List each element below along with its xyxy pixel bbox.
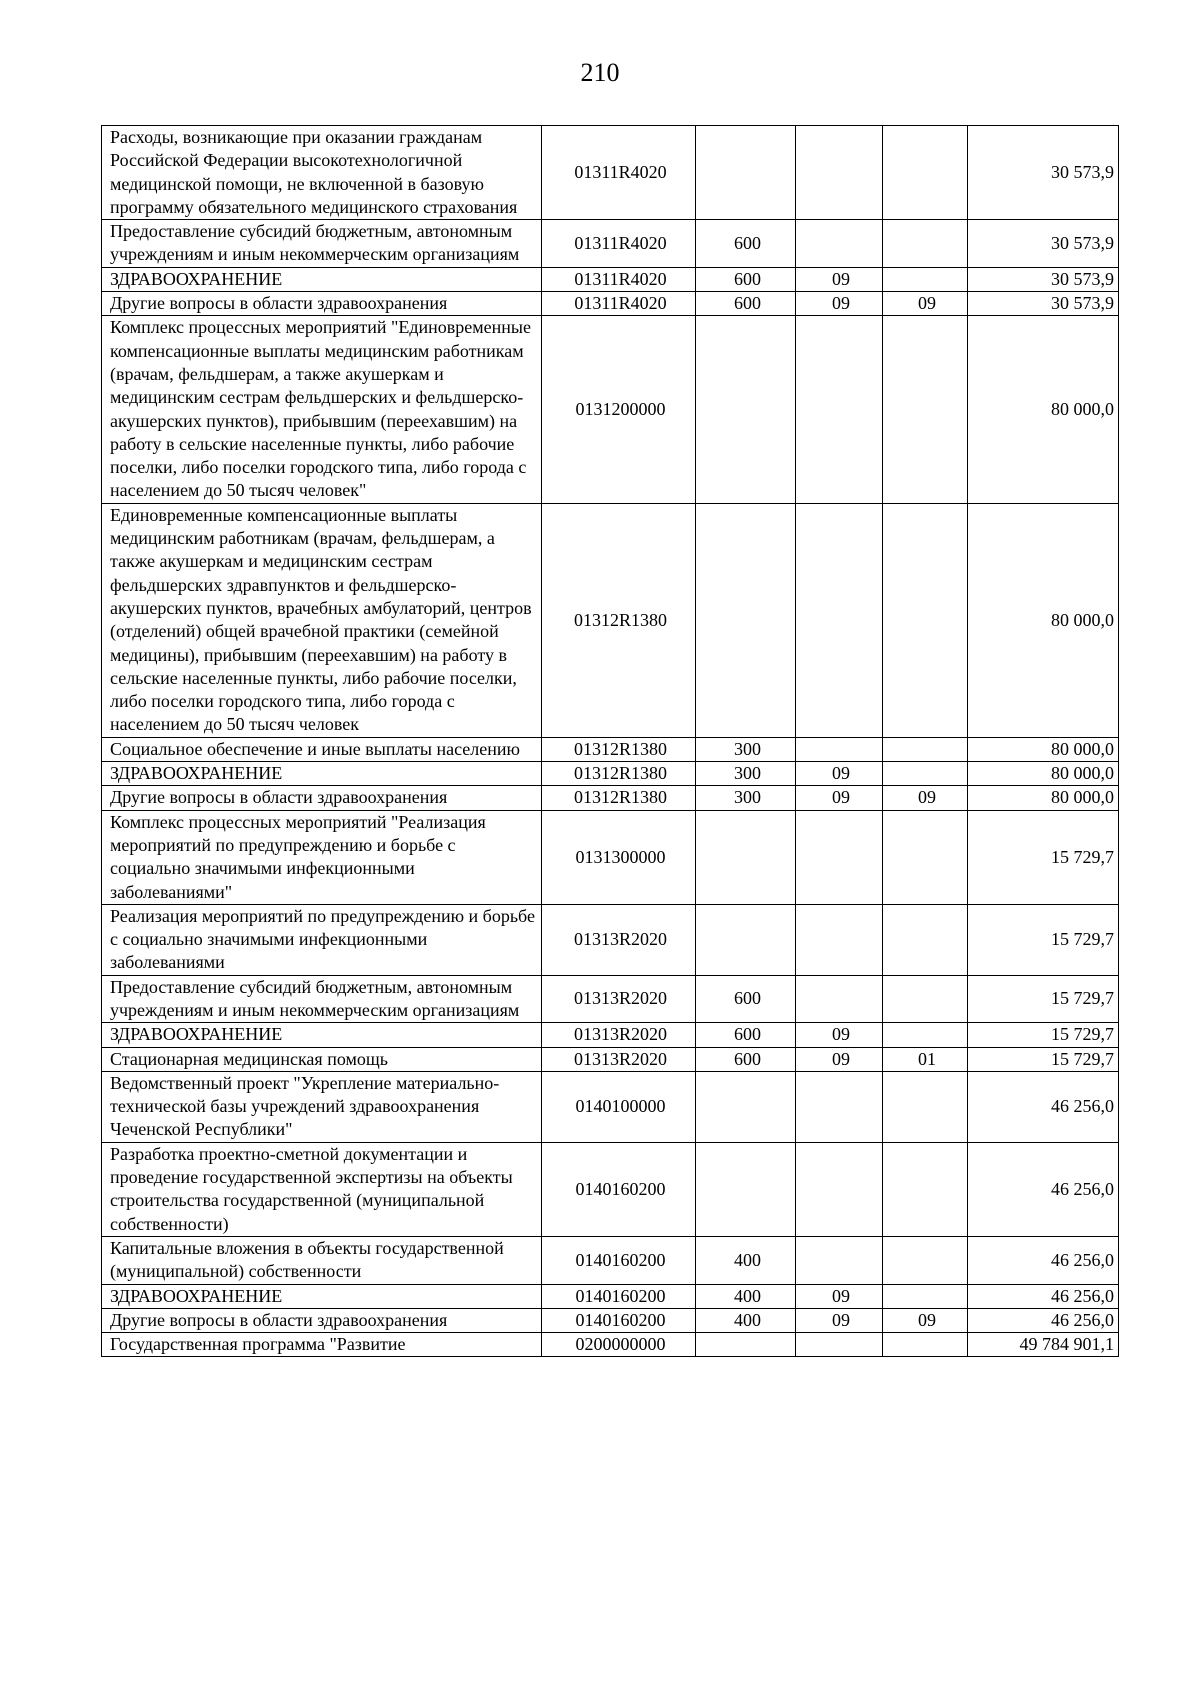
row-code: 01312R1380 (542, 786, 696, 810)
row-code: 01313R2020 (542, 1023, 696, 1047)
row-expense-type: 300 (696, 762, 796, 786)
row-section (796, 975, 883, 1023)
row-code: 0140160200 (542, 1142, 696, 1236)
row-expense-type: 600 (696, 1047, 796, 1071)
row-expense-type: 600 (696, 220, 796, 268)
row-name: ЗДРАВООХРАНЕНИЕ (102, 762, 542, 786)
row-amount: 80 000,0 (968, 786, 1119, 810)
table-row (102, 267, 1119, 291)
row-name: Единовременные компенсационные выплаты медицинским работникам (врачам, фельдшерам, а также акушеркам и медицинским сестрам фельдшерских здравпунктов и фельдшерско-акушерских пунктов, врачебных амбулаторий, центров (отделений) общей врачебной практики (семейной медицины), прибывшим (переехавшим) на работу в сельские населенные пункты, либо рабочие поселки, либо поселки городского типа, либо города с населением до 50 тысяч человек (102, 503, 542, 737)
row-amount: 46 256,0 (968, 1308, 1119, 1332)
row-expense-type (696, 126, 796, 220)
row-amount: 30 573,9 (968, 220, 1119, 268)
row-name: Ведомственный проект "Укрепление материально-технической базы учреждений здравоохранения Чеченской Республики" (102, 1071, 542, 1142)
row-section (796, 1333, 883, 1357)
row-subsection (883, 1071, 968, 1142)
row-expense-type (696, 316, 796, 503)
row-amount: 49 784 901,1 (968, 1333, 1119, 1357)
row-name: Реализация мероприятий по предупреждению и борьбе с социально значимыми инфекционными заболеваниями (102, 904, 542, 975)
row-expense-type (696, 1071, 796, 1142)
table-row (102, 1284, 1119, 1308)
row-amount: 30 573,9 (968, 267, 1119, 291)
row-expense-type: 400 (696, 1284, 796, 1308)
row-code: 01311R4020 (542, 267, 696, 291)
row-section: 09 (796, 1284, 883, 1308)
row-expense-type: 300 (696, 786, 796, 810)
row-amount: 15 729,7 (968, 810, 1119, 904)
row-section (796, 220, 883, 268)
row-section: 09 (796, 786, 883, 810)
row-section (796, 1236, 883, 1284)
row-section (796, 503, 883, 737)
row-code: 01311R4020 (542, 292, 696, 316)
row-section (796, 126, 883, 220)
table-row (102, 316, 1119, 503)
row-code: 01313R2020 (542, 975, 696, 1023)
row-subsection (883, 810, 968, 904)
row-name: Комплекс процессных мероприятий "Реализация мероприятий по предупреждению и борьбе с социально значимыми инфекционными заболеваниями" (102, 810, 542, 904)
row-name: Государственная программа "Развитие (102, 1333, 542, 1357)
row-subsection (883, 1142, 968, 1236)
row-expense-type: 600 (696, 267, 796, 291)
row-expense-type (696, 503, 796, 737)
row-section (796, 810, 883, 904)
row-code: 0131200000 (542, 316, 696, 503)
row-name: Другие вопросы в области здравоохранения (102, 292, 542, 316)
table-row (102, 292, 1119, 316)
row-name: Комплекс процессных мероприятий "Единовременные компенсационные выплаты медицинским работникам (врачам, фельдшерам, а также акушеркам и медицинским сестрам фельдшерских и фельдшерско-акушерских пунктов), прибывшим (переехавшим) на работу в сельские населенные пункты, либо рабочие поселки, либо поселки городского типа, либо города с населением до 50 тысяч человек" (102, 316, 542, 503)
row-amount: 15 729,7 (968, 1023, 1119, 1047)
table-row (102, 1308, 1119, 1332)
row-name: ЗДРАВООХРАНЕНИЕ (102, 1023, 542, 1047)
table-row (102, 904, 1119, 975)
row-section: 09 (796, 1047, 883, 1071)
row-subsection (883, 503, 968, 737)
row-subsection (883, 975, 968, 1023)
row-expense-type: 400 (696, 1236, 796, 1284)
row-code: 01311R4020 (542, 220, 696, 268)
row-amount: 80 000,0 (968, 316, 1119, 503)
row-subsection (883, 1284, 968, 1308)
row-amount: 80 000,0 (968, 503, 1119, 737)
row-amount: 46 256,0 (968, 1284, 1119, 1308)
row-name: Расходы, возникающие при оказании гражданам Российской Федерации высокотехнологичной медицинской помощи, не включенной в базовую программу обязательного медицинского страхования (102, 126, 542, 220)
table-row (102, 1071, 1119, 1142)
table-row (102, 786, 1119, 810)
table-row (102, 975, 1119, 1023)
row-amount: 80 000,0 (968, 737, 1119, 761)
row-name: ЗДРАВООХРАНЕНИЕ (102, 1284, 542, 1308)
row-section: 09 (796, 762, 883, 786)
row-name: Другие вопросы в области здравоохранения (102, 786, 542, 810)
table-row (102, 220, 1119, 268)
row-subsection (883, 267, 968, 291)
row-subsection: 09 (883, 1308, 968, 1332)
row-section (796, 1071, 883, 1142)
row-code: 01313R2020 (542, 904, 696, 975)
row-amount: 15 729,7 (968, 975, 1119, 1023)
row-code: 0200000000 (542, 1333, 696, 1357)
row-subsection: 01 (883, 1047, 968, 1071)
row-expense-type (696, 1333, 796, 1357)
row-section (796, 737, 883, 761)
row-section: 09 (796, 1023, 883, 1047)
row-subsection (883, 1236, 968, 1284)
table-row (102, 737, 1119, 761)
row-amount: 30 573,9 (968, 292, 1119, 316)
row-name: Капитальные вложения в объекты государственной (муниципальной) собственности (102, 1236, 542, 1284)
row-code: 0131300000 (542, 810, 696, 904)
row-expense-type: 600 (696, 1023, 796, 1047)
row-name: Другие вопросы в области здравоохранения (102, 1308, 542, 1332)
row-subsection (883, 220, 968, 268)
row-amount: 46 256,0 (968, 1142, 1119, 1236)
row-section: 09 (796, 267, 883, 291)
row-name: Предоставление субсидий бюджетным, автономным учреждениям и иным некоммерческим организациям (102, 220, 542, 268)
row-code: 0140160200 (542, 1236, 696, 1284)
row-code: 01312R1380 (542, 762, 696, 786)
row-subsection: 09 (883, 292, 968, 316)
row-code: 0140160200 (542, 1308, 696, 1332)
row-section (796, 1142, 883, 1236)
row-code: 01311R4020 (542, 126, 696, 220)
row-subsection (883, 737, 968, 761)
row-subsection: 09 (883, 786, 968, 810)
row-subsection (883, 1023, 968, 1047)
table-row (102, 1047, 1119, 1071)
row-name: Разработка проектно-сметной документации и проведение государственной экспертизы на объекты строительства государственной (муниципальной собственности) (102, 1142, 542, 1236)
row-section (796, 316, 883, 503)
row-amount: 15 729,7 (968, 1047, 1119, 1071)
row-expense-type: 300 (696, 737, 796, 761)
row-name: ЗДРАВООХРАНЕНИЕ (102, 267, 542, 291)
row-subsection (883, 1333, 968, 1357)
row-amount: 46 256,0 (968, 1236, 1119, 1284)
row-code: 01313R2020 (542, 1047, 696, 1071)
row-expense-type (696, 1142, 796, 1236)
row-expense-type: 400 (696, 1308, 796, 1332)
page-number: 210 (580, 58, 620, 87)
row-amount: 46 256,0 (968, 1071, 1119, 1142)
table-row (102, 1142, 1119, 1236)
budget-table-body (102, 126, 1119, 1357)
row-code: 01312R1380 (542, 737, 696, 761)
row-subsection (883, 762, 968, 786)
row-subsection (883, 316, 968, 503)
table-row (102, 762, 1119, 786)
row-name: Социальное обеспечение и иные выплаты населению (102, 737, 542, 761)
row-code: 0140100000 (542, 1071, 696, 1142)
budget-table (101, 125, 1119, 1357)
row-section (796, 904, 883, 975)
row-name: Предоставление субсидий бюджетным, автономным учреждениям и иным некоммерческим организациям (102, 975, 542, 1023)
table-row (102, 1236, 1119, 1284)
row-subsection (883, 126, 968, 220)
row-amount: 30 573,9 (968, 126, 1119, 220)
row-section: 09 (796, 292, 883, 316)
row-expense-type: 600 (696, 975, 796, 1023)
table-row (102, 810, 1119, 904)
row-amount: 15 729,7 (968, 904, 1119, 975)
row-expense-type (696, 810, 796, 904)
table-row (102, 126, 1119, 220)
row-amount: 80 000,0 (968, 762, 1119, 786)
row-expense-type: 600 (696, 292, 796, 316)
row-code: 01312R1380 (542, 503, 696, 737)
row-name: Стационарная медицинская помощь (102, 1047, 542, 1071)
table-row (102, 1333, 1119, 1357)
row-expense-type (696, 904, 796, 975)
row-section: 09 (796, 1308, 883, 1332)
row-code: 0140160200 (542, 1284, 696, 1308)
row-subsection (883, 904, 968, 975)
table-row (102, 503, 1119, 737)
table-row (102, 1023, 1119, 1047)
